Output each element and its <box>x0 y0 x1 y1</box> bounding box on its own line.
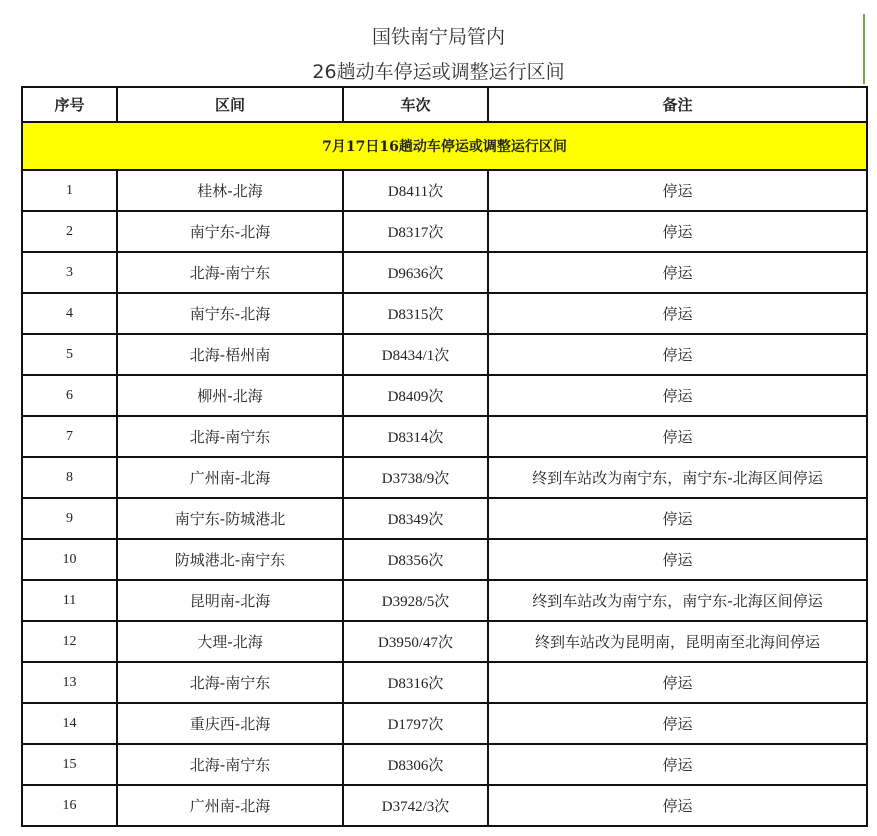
cell-route: 北海-南宁东 <box>117 744 343 785</box>
cell-no: 16 <box>22 785 117 826</box>
cell-train: D8409次 <box>343 375 488 416</box>
cell-no: 15 <box>22 744 117 785</box>
table-row <box>22 375 867 416</box>
cell-train: D3742/3次 <box>343 785 488 826</box>
table-header-row <box>22 87 867 122</box>
cell-train: D8356次 <box>343 539 488 580</box>
table-row <box>22 580 867 621</box>
table-row <box>22 621 867 662</box>
cell-note: 停运 <box>488 498 867 539</box>
cell-no: 5 <box>22 334 117 375</box>
cell-note: 停运 <box>488 416 867 457</box>
table-row <box>22 662 867 703</box>
table-row <box>22 703 867 744</box>
cell-note: 停运 <box>488 744 867 785</box>
table-row <box>22 785 867 826</box>
cell-route: 防城港北-南宁东 <box>117 539 343 580</box>
cell-train: D8306次 <box>343 744 488 785</box>
table-row <box>22 334 867 375</box>
cell-route: 北海-梧州南 <box>117 334 343 375</box>
cell-note: 停运 <box>488 662 867 703</box>
cell-note: 停运 <box>488 334 867 375</box>
page-title: 国铁南宁局管内 <box>371 26 505 48</box>
table-row <box>22 252 867 293</box>
cell-no: 3 <box>22 252 117 293</box>
cell-train: D8411次 <box>343 170 488 211</box>
cell-train: D8315次 <box>343 293 488 334</box>
cell-no: 11 <box>22 580 117 621</box>
cell-note: 停运 <box>488 170 867 211</box>
cell-no: 13 <box>22 662 117 703</box>
section-title: 7月17日16趟动车停运或调整运行区间 <box>22 122 867 170</box>
cell-no: 1 <box>22 170 117 211</box>
cell-route: 北海-南宁东 <box>117 252 343 293</box>
cell-no: 12 <box>22 621 117 662</box>
table-row <box>22 211 867 252</box>
table-row <box>22 416 867 457</box>
cell-route: 北海-南宁东 <box>117 416 343 457</box>
cell-note: 停运 <box>488 785 867 826</box>
cell-train: D8314次 <box>343 416 488 457</box>
cell-no: 8 <box>22 457 117 498</box>
cell-note: 停运 <box>488 539 867 580</box>
cell-route: 广州南-北海 <box>117 457 343 498</box>
cell-no: 9 <box>22 498 117 539</box>
cell-train: D3928/5次 <box>343 580 488 621</box>
cell-note: 终到车站改为南宁东，南宁东-北海区间停运 <box>488 457 867 498</box>
column-header-train: 车次 <box>343 87 488 122</box>
table-row <box>22 498 867 539</box>
cell-train: D1797次 <box>343 703 488 744</box>
cell-note: 终到车站改为昆明南，昆明南至北海间停运 <box>488 621 867 662</box>
cell-train: D8316次 <box>343 662 488 703</box>
cell-train: D9636次 <box>343 252 488 293</box>
cell-route: 南宁东-北海 <box>117 293 343 334</box>
cell-train: D8317次 <box>343 211 488 252</box>
cell-no: 14 <box>22 703 117 744</box>
cell-note: 终到车站改为南宁东，南宁东-北海区间停运 <box>488 580 867 621</box>
cell-train: D8434/1次 <box>343 334 488 375</box>
cell-route: 大理-北海 <box>117 621 343 662</box>
cell-note: 停运 <box>488 252 867 293</box>
cell-route: 昆明南-北海 <box>117 580 343 621</box>
cell-route: 南宁东-防城港北 <box>117 498 343 539</box>
table-row <box>22 170 867 211</box>
cell-no: 7 <box>22 416 117 457</box>
cell-route: 北海-南宁东 <box>117 662 343 703</box>
table-row <box>22 744 867 785</box>
cell-note: 停运 <box>488 211 867 252</box>
cell-note: 停运 <box>488 703 867 744</box>
cell-no: 4 <box>22 293 117 334</box>
cell-route: 广州南-北海 <box>117 785 343 826</box>
train-table <box>21 86 868 827</box>
cell-no: 2 <box>22 211 117 252</box>
cell-train: D3738/9次 <box>343 457 488 498</box>
table-row <box>22 457 867 498</box>
table-row <box>22 539 867 580</box>
cell-note: 停运 <box>488 293 867 334</box>
cell-no: 10 <box>22 539 117 580</box>
column-header-no: 序号 <box>22 87 117 122</box>
cell-route: 桂林-北海 <box>117 170 343 211</box>
cell-route: 重庆西-北海 <box>117 703 343 744</box>
cell-route: 南宁东-北海 <box>117 211 343 252</box>
section-row <box>22 122 867 170</box>
cell-route: 柳州-北海 <box>117 375 343 416</box>
cell-train: D3950/47次 <box>343 621 488 662</box>
cell-note: 停运 <box>488 375 867 416</box>
column-header-note: 备注 <box>488 87 867 122</box>
page-subtitle: 26趟动车停运或调整运行区间 <box>312 61 565 83</box>
cell-train: D8349次 <box>343 498 488 539</box>
table-row <box>22 293 867 334</box>
column-header-route: 区间 <box>117 87 343 122</box>
cell-no: 6 <box>22 375 117 416</box>
